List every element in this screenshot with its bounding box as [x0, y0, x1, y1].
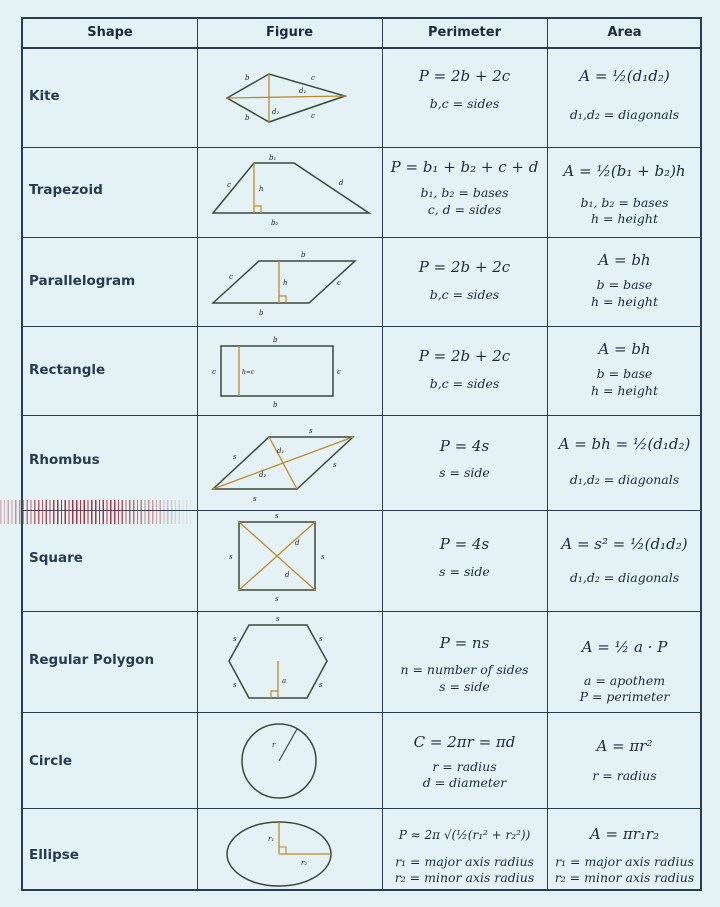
ellipse-perimeter-note2: r₂ = minor axis radius [394, 870, 535, 885]
rectangle-label-c2: c [337, 368, 341, 376]
ellipse-area-note2: r₂ = minor axis radius [554, 870, 695, 885]
square-area-formula: A = s² = ½(d₁d₂) [561, 535, 688, 553]
shape-name-kite: Kite [29, 88, 60, 104]
parallelogram-label-b: b [301, 251, 306, 259]
polygon-label-s3: s [319, 635, 323, 643]
circle-perimeter-formula: C = 2πr = πd [413, 733, 516, 751]
ellipse-area-note1: r₁ = major axis radius [555, 854, 694, 869]
kite-perimeter-note: b,c = sides [429, 96, 500, 111]
column-divider [547, 19, 548, 889]
circle-figure [229, 715, 329, 807]
square-label-d: d [295, 539, 300, 547]
shape-name-rhombus: Rhombus [29, 452, 100, 468]
kite-label-d1: d₁ [299, 87, 307, 95]
parallelogram-area-note1: b = base [596, 277, 653, 292]
circle-label-r: r [272, 741, 276, 749]
kite-label-b: b [245, 74, 250, 82]
square-label-s: s [275, 512, 279, 520]
ellipse-perimeter-formula: P ≈ 2π √(½(r₁² + r₂²)) [398, 828, 531, 842]
trapezoid-label-b1: b₁ [269, 154, 277, 162]
parallelogram-area-note2: h = height [591, 294, 658, 309]
rhombus-label-s3: s [233, 453, 237, 461]
rectangle-perimeter-note: b,c = sides [429, 376, 500, 391]
rectangle-label-b: b [273, 336, 278, 344]
circle-area-note: r = radius [592, 768, 657, 783]
rectangle-label-b2: b [273, 401, 278, 409]
parallelogram-label-b2: b [259, 309, 264, 317]
ellipse-figure [219, 813, 349, 891]
row-divider [23, 237, 700, 238]
polygon-perimeter-note2: s = side [439, 679, 490, 694]
rectangle-figure [209, 331, 369, 413]
rectangle-perimeter-formula: P = 2b + 2c [418, 347, 511, 365]
kite-label-c2: c [311, 112, 315, 120]
rhombus-label-d1: d₁ [277, 447, 285, 455]
rectangle-label-c: c [212, 368, 216, 376]
row-divider [23, 712, 700, 713]
trapezoid-figure [209, 151, 379, 235]
polygon-label-s5: s [319, 681, 323, 689]
table-header [23, 19, 700, 49]
square-label-s3: s [229, 553, 233, 561]
parallelogram-perimeter-formula: P = 2b + 2c [418, 258, 511, 276]
polygon-label-s4: s [233, 681, 237, 689]
kite-perimeter-formula: P = 2b + 2c [418, 67, 511, 85]
square-label-s2: s [275, 595, 279, 603]
rhombus-figure [209, 421, 379, 507]
rhombus-perimeter-note: s = side [439, 465, 490, 480]
circle-area-formula: A = πr² [596, 737, 653, 755]
parallelogram-area-formula: A = bh [598, 251, 651, 269]
trapezoid-label-b2: b₂ [271, 219, 279, 227]
regular-polygon-figure [219, 613, 349, 711]
row-divider [23, 326, 700, 327]
rectangle-area-note2: h = height [591, 383, 658, 398]
shape-name-square: Square [29, 550, 83, 566]
rhombus-area-note: d₁,d₂ = diagonals [569, 472, 680, 487]
ellipse-label-r2: r₂ [301, 859, 308, 867]
rectangle-label-h: h=c [242, 369, 255, 376]
header-figure: Figure [265, 25, 314, 40]
rhombus-perimeter-formula: P = 4s [439, 437, 490, 455]
circle-perimeter-note2: d = diameter [422, 775, 507, 790]
header-perimeter: Perimeter [427, 25, 502, 40]
shape-name-regular-polygon: Regular Polygon [29, 652, 155, 668]
square-label-s4: s [321, 553, 325, 561]
polygon-perimeter-note1: n = number of sides [400, 662, 529, 677]
shape-name-trapezoid: Trapezoid [29, 182, 103, 198]
square-label-d2: d [285, 571, 290, 579]
row-divider [23, 147, 700, 148]
parallelogram-figure [209, 245, 379, 325]
trapezoid-perimeter-note1: b₁, b₂ = bases [420, 185, 509, 200]
square-figure [219, 509, 349, 609]
trapezoid-label-h: h [259, 185, 264, 193]
trapezoid-area-formula: A = ½(b₁ + b₂)h [563, 162, 686, 180]
trapezoid-area-note2: h = height [591, 211, 658, 226]
trapezoid-perimeter-note2: c, d = sides [427, 202, 502, 217]
header-shape: Shape [87, 25, 133, 40]
header-area: Area [607, 25, 642, 40]
kite-label-b2: b [245, 114, 250, 122]
rhombus-label-s2: s [253, 495, 257, 503]
parallelogram-label-c: c [229, 273, 233, 281]
kite-figure [219, 56, 359, 136]
polygon-label-a: a [282, 677, 287, 685]
trapezoid-label-c: c [227, 181, 231, 189]
row-divider [23, 611, 700, 612]
shape-name-ellipse: Ellipse [29, 847, 79, 863]
kite-area-formula: A = ½(d₁d₂) [579, 67, 670, 85]
parallelogram-label-c2: c [337, 279, 341, 287]
rectangle-area-note1: b = base [596, 366, 653, 381]
polygon-area-note2: P = perimeter [579, 689, 670, 704]
ellipse-perimeter-note1: r₁ = major axis radius [395, 854, 534, 869]
shape-name-circle: Circle [29, 753, 72, 769]
square-perimeter-note: s = side [439, 564, 490, 579]
square-area-note: d₁,d₂ = diagonals [569, 570, 680, 585]
trapezoid-label-d: d [339, 179, 344, 187]
rhombus-label-s4: s [333, 461, 337, 469]
shape-name-parallelogram: Parallelogram [29, 273, 136, 289]
rhombus-label-d2: d₂ [259, 471, 267, 479]
kite-label-c: c [311, 74, 315, 82]
rhombus-area-formula: A = bh = ½(d₁d₂) [558, 435, 691, 453]
parallelogram-label-h: h [283, 279, 288, 287]
striped-artifact-bar [0, 500, 195, 524]
polygon-area-note1: a = apothem [583, 673, 666, 688]
polygon-label-s: s [276, 615, 280, 623]
kite-label-d2: d₂ [272, 108, 280, 116]
circle-perimeter-note1: r = radius [432, 759, 497, 774]
shape-name-rectangle: Rectangle [29, 362, 106, 378]
polygon-label-s2: s [233, 635, 237, 643]
ellipse-label-r1: r₁ [268, 835, 275, 843]
polygon-perimeter-formula: P = ns [439, 634, 490, 652]
polygon-area-formula: A = ½ a · P [581, 638, 668, 656]
parallelogram-perimeter-note: b,c = sides [429, 287, 500, 302]
kite-area-note: d₁,d₂ = diagonals [569, 107, 680, 122]
column-divider [197, 19, 198, 889]
square-perimeter-formula: P = 4s [439, 535, 490, 553]
row-divider [23, 415, 700, 416]
ellipse-area-formula: A = πr₁r₂ [589, 825, 660, 843]
formula-table [21, 17, 702, 891]
trapezoid-perimeter-formula: P = b₁ + b₂ + c + d [390, 158, 539, 176]
rhombus-label-s: s [309, 427, 313, 435]
trapezoid-area-note1: b₁, b₂ = bases [580, 195, 669, 210]
row-divider [23, 808, 700, 809]
rectangle-area-formula: A = bh [598, 340, 651, 358]
